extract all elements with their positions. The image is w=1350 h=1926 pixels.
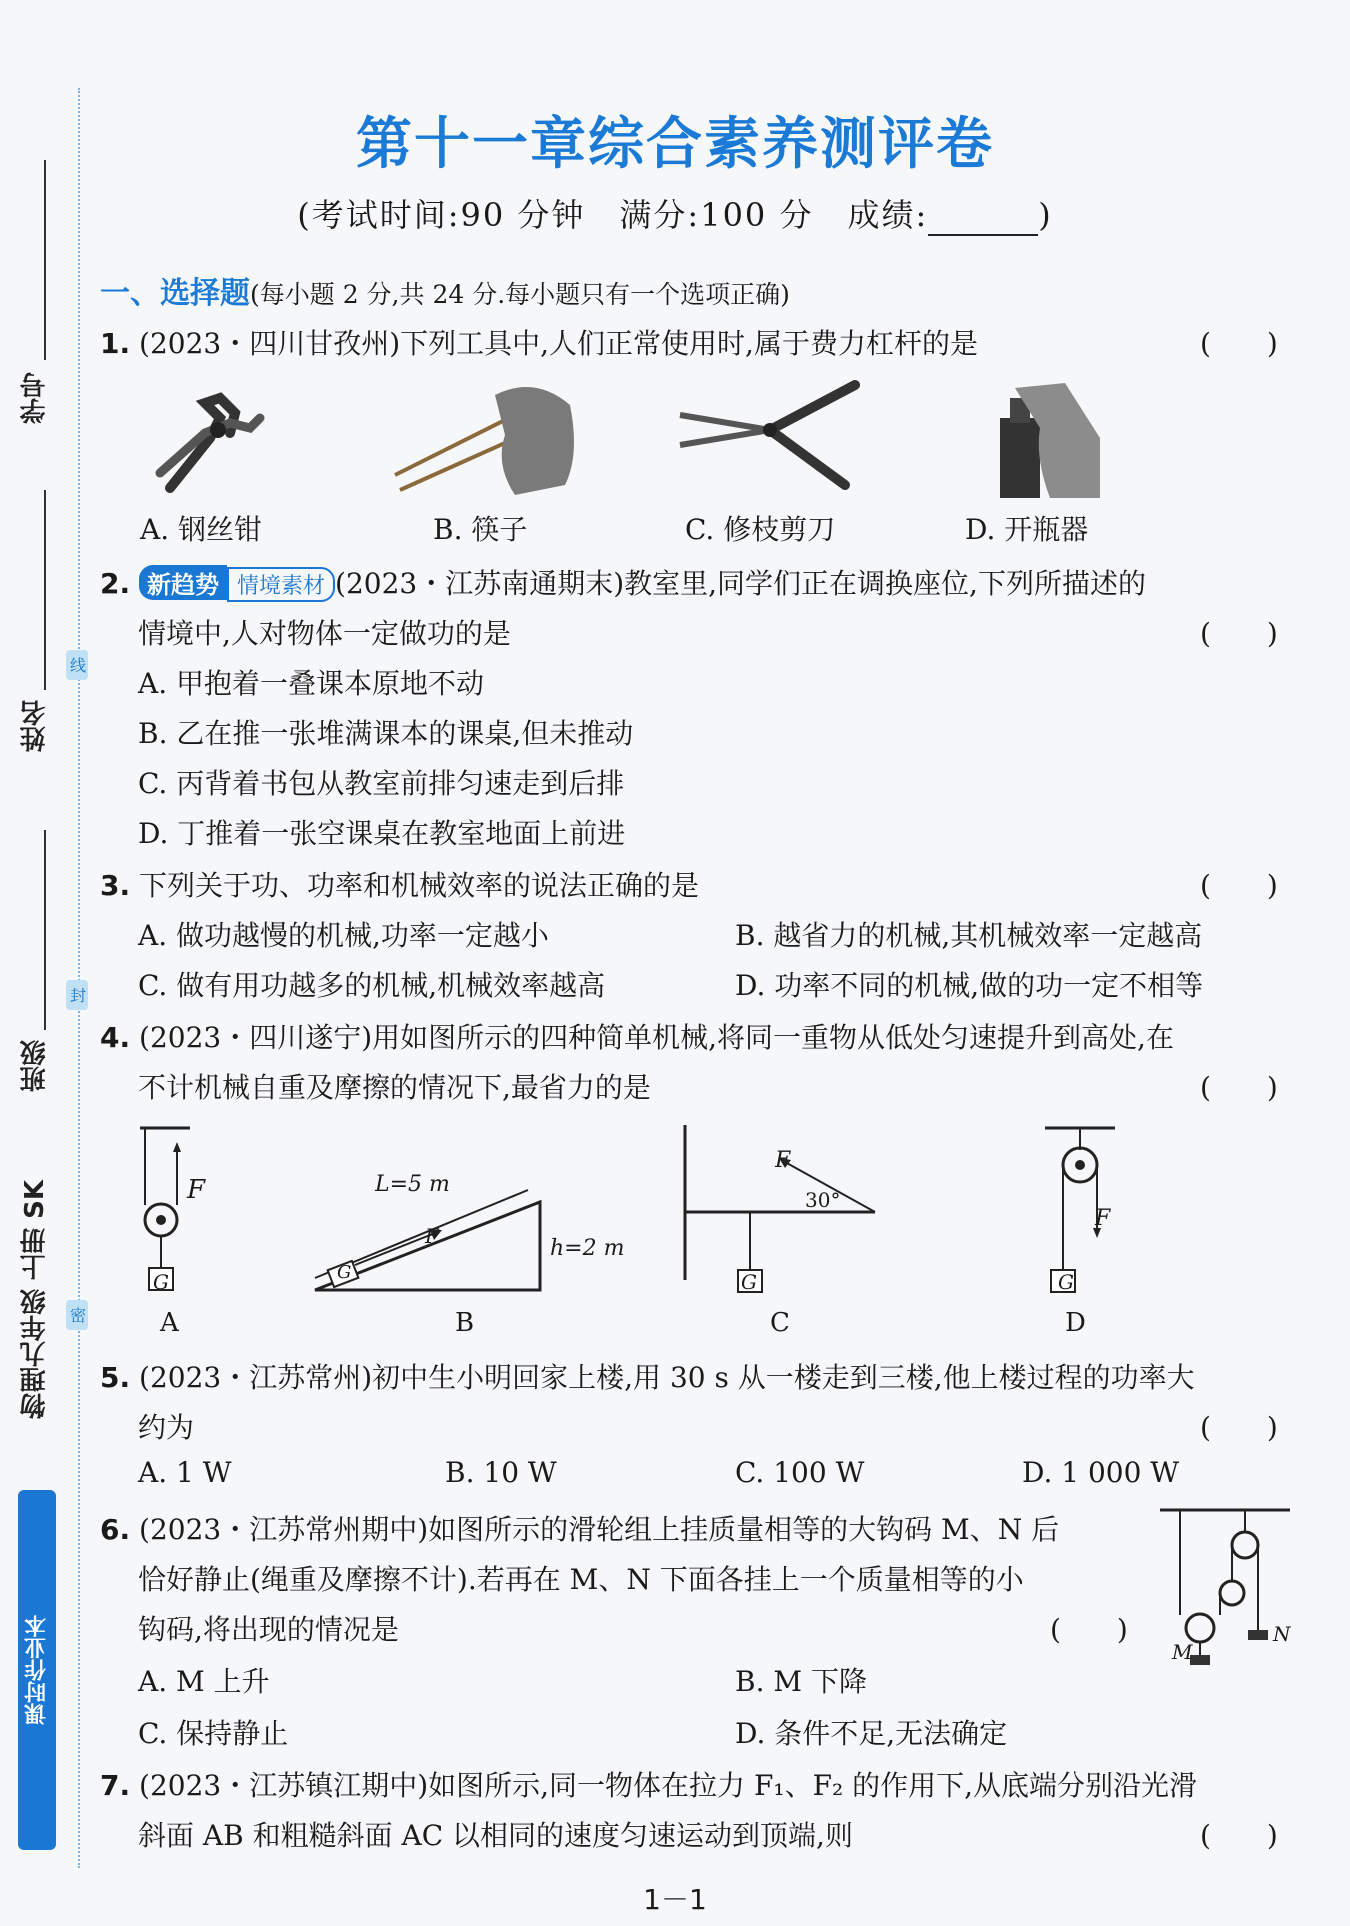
q4-answer-box[interactable]: ( ): [1200, 1071, 1278, 1104]
q5-option-c[interactable]: C. 100 W: [735, 1456, 865, 1489]
fig-d-label: D: [1065, 1308, 1086, 1338]
q5-answer-box[interactable]: ( ): [1200, 1411, 1278, 1444]
pliers-image: [150, 378, 270, 498]
q5-option-b[interactable]: B. 10 W: [445, 1456, 557, 1489]
figure-c-lever: [675, 1120, 895, 1300]
q3-option-d[interactable]: D. 功率不同的机械,做的功一定不相等: [735, 969, 1204, 1002]
q2-text-1: (2023・江苏南通期末)教室里,同学们正在调换座位,下列所描述的: [335, 567, 1146, 600]
bottle-opener-image: [995, 378, 1105, 498]
fig-c-force: F: [775, 1148, 791, 1173]
q6-option-c[interactable]: C. 保持静止: [138, 1717, 289, 1750]
q5-option-a[interactable]: A. 1 W: [138, 1456, 232, 1489]
exam-info-text: (考试时间:90 分钟 满分:100 分 成绩:: [297, 196, 929, 234]
q1-text: (2023・四川甘孜州)下列工具中,人们正常使用时,属于费力杠杆的是: [139, 327, 978, 360]
q6-answer-box[interactable]: ( ): [1050, 1613, 1128, 1646]
fig-a-force: F: [187, 1175, 206, 1205]
q3-option-c[interactable]: C. 做有用功越多的机械,机械效率越高: [138, 969, 606, 1002]
section-heading: [100, 268, 790, 312]
q1-option-b[interactable]: B. 筷子: [433, 513, 528, 546]
page-title: 第十一章综合素养测评卷: [356, 112, 994, 177]
q7-stem: [100, 1764, 1197, 1804]
fig-a-label: A: [160, 1308, 179, 1338]
q3-answer-box[interactable]: ( ): [1200, 869, 1278, 902]
name-blank[interactable]: [44, 490, 46, 690]
seal-mark-mi: 密: [66, 1300, 88, 1330]
q6-text-2: 恰好静止(绳重及摩擦不计).若再在 M、N 下面各挂上一个质量相等的小: [138, 1563, 1024, 1596]
q6-number: 6.: [100, 1513, 131, 1546]
mass-m-label: M: [1172, 1640, 1193, 1664]
q3-option-a[interactable]: A. 做功越慢的机械,功率一定越小: [138, 919, 549, 952]
q7-number: 7.: [100, 1769, 131, 1802]
q7-answer-box[interactable]: ( ): [1200, 1819, 1278, 1852]
page-number: 1－1: [643, 1883, 707, 1916]
fig-d-weight: G: [1058, 1270, 1074, 1294]
label-student-id: 学号: [20, 372, 50, 424]
fig-a-weight: G: [153, 1270, 169, 1294]
fig-c-label: C: [770, 1308, 790, 1338]
q5-text-2: 约为: [138, 1411, 195, 1444]
q6-option-b[interactable]: B. M 下降: [735, 1665, 867, 1698]
section-note: (每小题 2 分,共 24 分.每小题只有一个选项正确): [250, 280, 790, 309]
figure-a-pulley: [130, 1120, 220, 1300]
mass-n-label: N: [1273, 1622, 1291, 1646]
fig-c-angle: 30°: [805, 1188, 841, 1212]
q2-option-c[interactable]: C. 丙背着书包从教室前排匀速走到后排: [138, 767, 625, 800]
q3-stem: [100, 864, 699, 904]
book-label: 物理九年级 上册 SK: [20, 1180, 50, 1419]
q5-text-1: (2023・江苏常州)初中生小明回家上楼,用 30 s 从一楼走到三楼,他上楼过程的功率大: [139, 1361, 1195, 1394]
seal-mark-line: 线: [66, 650, 88, 680]
figure-d-fixed-pulley: [1040, 1120, 1130, 1300]
q6-text-1: (2023・江苏常州期中)如图所示的滑轮组上挂质量相等的大钩码 M、N 后: [139, 1513, 1060, 1546]
fig-b-weight: G: [337, 1262, 352, 1283]
q6-stem: [100, 1508, 1059, 1548]
q2-stem: [100, 562, 1146, 602]
fig-b-height: h=2 m: [550, 1236, 625, 1261]
q4-text-2: 不计机械自重及摩擦的情况下,最省力的是: [138, 1071, 651, 1104]
q4-stem: [100, 1016, 1174, 1056]
section-title: 一、选择题: [100, 276, 250, 311]
fig-b-force: F: [425, 1224, 439, 1248]
q1-option-c[interactable]: C. 修枝剪刀: [685, 513, 836, 546]
q1-option-a[interactable]: A. 钢丝钳: [140, 513, 263, 546]
q3-option-b[interactable]: B. 越省力的机械,其机械效率一定越高: [735, 919, 1203, 952]
seal-mark-feng: 封: [66, 980, 88, 1010]
q1-stem: [100, 322, 978, 362]
q3-number: 3.: [100, 869, 131, 902]
q7-text-1: (2023・江苏镇江期中)如图所示,同一物体在拉力 F₁、F₂ 的作用下,从底端分别沿光滑: [139, 1769, 1198, 1802]
trend-badge: 新趋势: [139, 565, 227, 600]
pruning-shears-image: [675, 375, 865, 495]
q1-number: 1.: [100, 327, 131, 360]
q6-option-d[interactable]: D. 条件不足,无法确定: [735, 1717, 1008, 1750]
q1-option-d[interactable]: D. 开瓶器: [965, 513, 1089, 546]
q2-answer-box[interactable]: ( ): [1200, 617, 1278, 650]
q7-text-2: 斜面 AB 和粗糙斜面 AC 以相同的速度匀速运动到顶端,则: [138, 1819, 853, 1852]
q5-stem: [100, 1356, 1195, 1396]
q6-text-3: 钩码,将出现的情况是: [138, 1613, 399, 1646]
q1-answer-box[interactable]: ( ): [1200, 327, 1278, 360]
q4-number: 4.: [100, 1021, 131, 1054]
q3-text: 下列关于功、功率和机械效率的说法正确的是: [139, 869, 700, 902]
chopsticks-image: [385, 375, 585, 500]
label-class: 班级: [20, 1040, 50, 1092]
fig-b-label: B: [455, 1308, 475, 1338]
brand-label: 课时作业本: [18, 1490, 56, 1850]
q2-option-d[interactable]: D. 丁推着一张空课桌在教室地面上前进: [138, 817, 626, 850]
q2-text-2: 情境中,人对物体一定做功的是: [138, 617, 511, 650]
exam-info: [0, 190, 1350, 236]
q2-number: 2.: [100, 567, 131, 600]
fig-d-force: F: [1095, 1206, 1111, 1231]
q2-option-b[interactable]: B. 乙在推一张堆满课本的课桌,但未推动: [138, 717, 634, 750]
label-name: 姓名: [20, 700, 50, 752]
q5-option-d[interactable]: D. 1 000 W: [1022, 1456, 1180, 1489]
exam-info-end: ): [1038, 196, 1053, 234]
fig-c-weight: G: [741, 1270, 757, 1294]
q4-text-1: (2023・四川遂宁)用如图所示的四种简单机械,将同一重物从低处匀速提升到高处,在: [139, 1021, 1174, 1054]
score-blank[interactable]: [928, 206, 1038, 236]
q2-option-a[interactable]: A. 甲抱着一叠课本原地不动: [138, 667, 485, 700]
q5-number: 5.: [100, 1361, 131, 1394]
q6-option-a[interactable]: A. M 上升: [138, 1665, 270, 1698]
fig-b-length: L=5 m: [375, 1172, 450, 1197]
context-badge: 情境素材: [227, 567, 335, 602]
cut-line: [78, 88, 80, 1868]
class-blank[interactable]: [44, 830, 46, 1030]
